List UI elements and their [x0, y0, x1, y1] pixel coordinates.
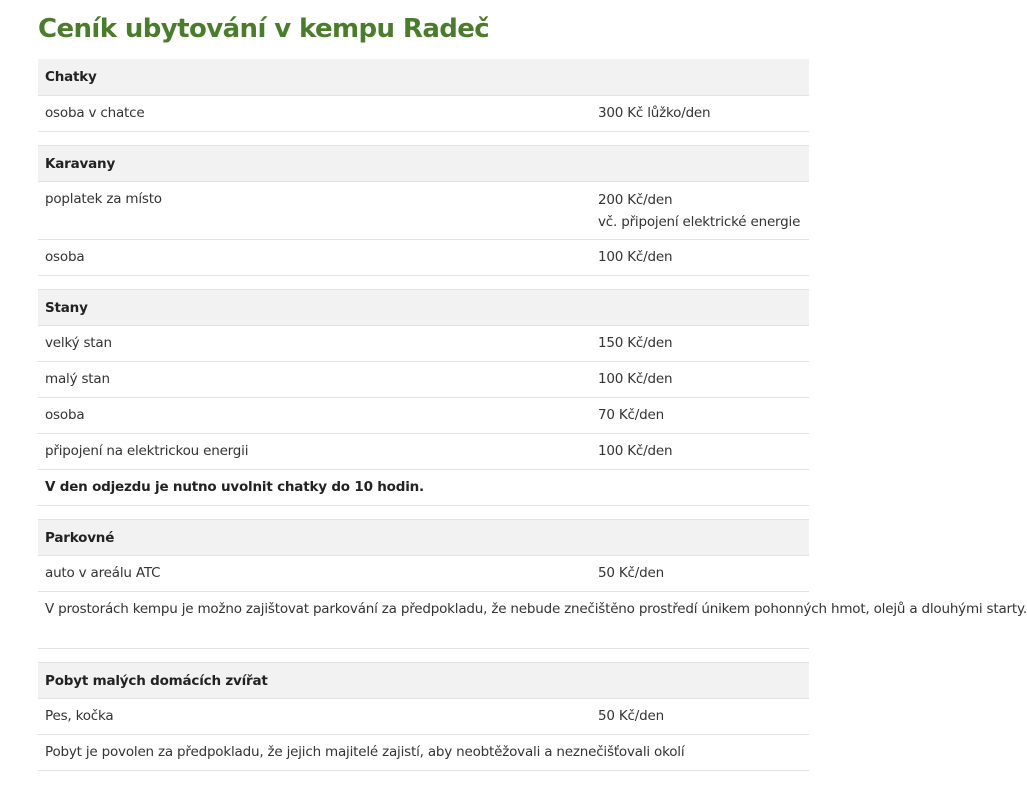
item-label: osoba — [38, 239, 591, 275]
table-row — [38, 181, 809, 239]
section-spacer — [38, 131, 809, 145]
item-label: Pes, kočka — [38, 698, 591, 734]
table-row — [38, 239, 809, 275]
section-header-stany — [38, 289, 809, 325]
section-heading: Pobyt malých domácích zvířat — [38, 662, 809, 698]
item-price: 200 Kč/den — [598, 191, 673, 208]
item-label: auto v areálu ATC — [38, 555, 591, 591]
item-price: 100 Kč/den — [591, 239, 809, 275]
item-price: 300 Kč lůžko/den — [591, 95, 809, 131]
table-row — [38, 397, 809, 433]
price-table — [38, 59, 1027, 771]
note-text: Pobyt je povolen za předpokladu, že jejich majitelé zajistí, aby neobtěžovali a neznečišťovali okolí — [38, 734, 809, 770]
table-row — [38, 361, 809, 397]
section-spacer — [38, 275, 809, 289]
page-title: Ceník ubytování v kempu Radeč — [38, 14, 490, 44]
item-price: 100 Kč/den — [591, 361, 809, 397]
note-text: V prostorách kempu je možno zajištovat parkování za předpokladu, že nebude znečištěno prostředí únikem pohonných hmot, olejů a dlouhými starty. — [38, 591, 809, 648]
item-price: 100 Kč/den — [591, 433, 809, 469]
section-header-chatky — [38, 59, 809, 95]
item-label: osoba v chatce — [38, 95, 591, 131]
section-heading: Chatky — [38, 59, 809, 95]
section-header-parkovne — [38, 519, 809, 555]
table-row — [38, 95, 809, 131]
section-spacer — [38, 648, 809, 662]
note-text: V den odjezdu je nutno uvolnit chatky do 10 hodin. — [38, 469, 809, 505]
item-label: připojení na elektrickou energii — [38, 433, 591, 469]
item-price-note: vč. připojení elektrické energie — [598, 213, 801, 230]
table-row-note — [38, 469, 809, 505]
item-label: malý stan — [38, 361, 591, 397]
section-header-zvirata — [38, 662, 809, 698]
item-label: poplatek za místo — [38, 181, 591, 239]
item-price: 150 Kč/den — [591, 325, 809, 361]
item-price-cell — [591, 181, 809, 239]
item-label: osoba — [38, 397, 591, 433]
table-row — [38, 325, 809, 361]
section-spacer — [38, 505, 809, 519]
item-price: 70 Kč/den — [591, 397, 809, 433]
item-price: 50 Kč/den — [591, 698, 809, 734]
table-row — [38, 698, 809, 734]
section-header-karavany — [38, 145, 809, 181]
section-heading: Stany — [38, 289, 809, 325]
table-row-note — [38, 591, 809, 648]
section-heading: Karavany — [38, 145, 809, 181]
section-heading: Parkovné — [38, 519, 809, 555]
item-label: velký stan — [38, 325, 591, 361]
table-row-note — [38, 734, 809, 770]
table-row — [38, 555, 809, 591]
item-price: 50 Kč/den — [591, 555, 809, 591]
table-row — [38, 433, 809, 469]
